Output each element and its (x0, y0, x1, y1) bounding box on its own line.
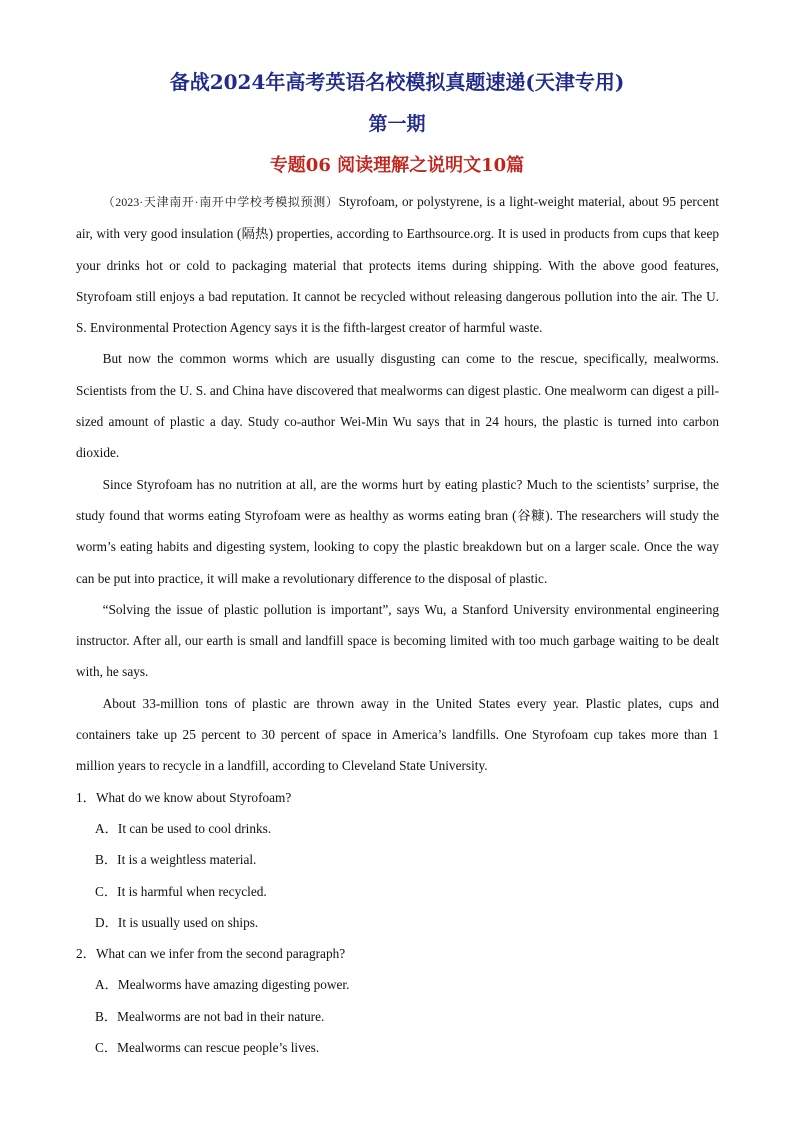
passage-paragraph: Since Styrofoam has no nutrition at all, are the worms hurt by eating plastic? Much to the scientists’ surprise, the study found that worms eating Styrofoam were as healthy as worms eating bran (谷糠). The researchers will study the worm’s eating habits and digesting system, looking to copy the plastic breakdown but on a larger scale. Once the way can be put into practice, it will make a revolutionary difference to the disposal of plastic. (76, 476, 719, 586)
paragraph-text: Styrofoam, or polystyrene, is a light-weight material, about 95 percent air, with very good insulation (隔热) properties, according to Earthsource.org. It is used in products from cups that keep your drinks hot or cold to packaging material that protects items during shipping. With the above good features, Styrofoam still enjoys a bad reputation. It cannot be recycled without releasing dangerous pollution into the air. The U. S. Environmental Protection Agency says it is the fifth-largest creator of harmful waste. (76, 194, 719, 336)
passage-paragraph: About 33-million tons of plastic are thrown away in the United States every year. Plastic plates, cups and containers take up 25 percent to 30 percent of space in America’s landfills. One Styrofoam cup takes more than 1 million years to recycle in a landfill, according to Cleveland State University. (76, 695, 719, 774)
question-stem: 1．What do we know about Styrofoam? (76, 789, 292, 805)
answer-option: D．It is usually used on ships. (95, 914, 259, 930)
document-body (76, 186, 719, 1063)
answer-option: B．Mealworms are not bad in their nature. (95, 1008, 325, 1024)
question-stem: 2．What can we infer from the second paragraph? (76, 946, 346, 962)
answer-option: C．Mealworms can rescue people’s lives. (95, 1040, 320, 1056)
topic-heading: 专题06 阅读理解之说明文10篇 (269, 155, 525, 176)
passage-paragraph: “Solving the issue of plastic pollution is important”, says Wu, a Stanford University environmental engineering instructor. After all, our earth is small and landfill space is becoming limited with too much garbage waiting to be dealt with, he says. (76, 601, 719, 680)
issue-label: 第一期 (368, 113, 426, 135)
answer-option: B．It is a weightless material. (95, 852, 257, 868)
answer-option: C．It is harmful when recycled. (95, 883, 267, 899)
source-note: （2023·天津南开·南开中学校考模拟预测） (102, 195, 339, 209)
passage-paragraph: But now the common worms which are usually disgusting can come to the rescue, specifically, mealworms. Scientists from the U. S. and China have discovered that mealworms can digest plastic. One mealworm can digest a pill-sized amount of plastic a day. Study co-author Wei-Min Wu says that in 24 hours, the plastic is turned into carbon dioxide. (76, 351, 719, 461)
answer-option: A．It can be used to cool drinks. (95, 820, 272, 836)
answer-option: A．Mealworms have amazing digesting power. (95, 977, 350, 993)
passage-paragraph (76, 186, 719, 343)
document-title: 备战2024年高考英语名校模拟真题速递(天津专用) (169, 70, 625, 94)
